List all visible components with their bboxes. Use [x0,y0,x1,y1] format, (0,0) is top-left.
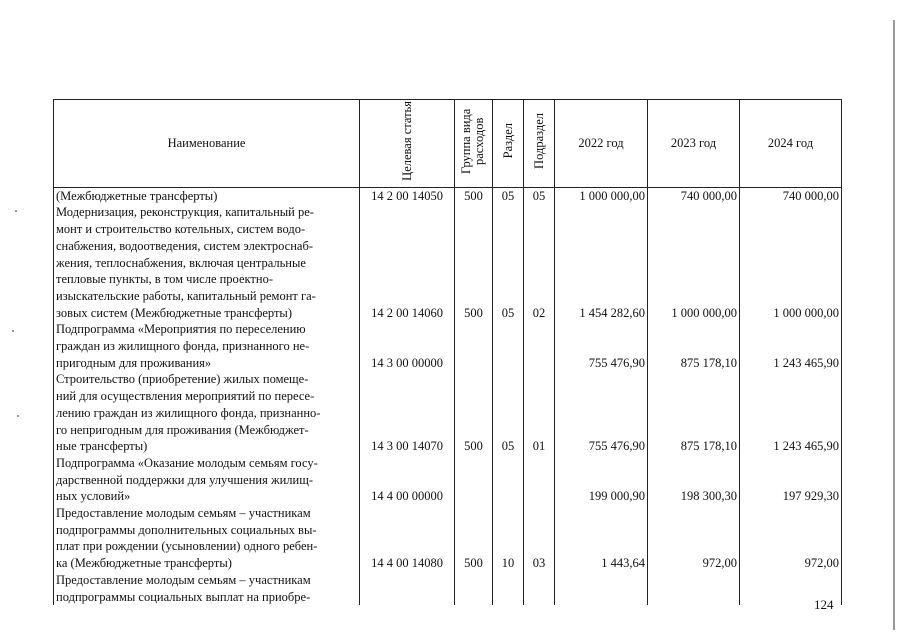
row-section: 05 [493,371,524,455]
row-name-line: го непригодным для проживания (Межбюджет- [56,422,309,437]
row-subsection [524,455,555,505]
row-amount-2024: 197 929,30 [740,455,842,505]
row-amount-2024: 1 000 000,00 [740,204,842,321]
row-section: 05 [493,204,524,321]
row-subsection [524,572,555,605]
budget-table [53,99,842,605]
row-amount-2022 [555,572,648,605]
row-expense-group: 500 [455,505,493,572]
row-subsection: 01 [524,371,555,455]
row-name-line: Подпрограмма «Мероприятия по переселению [56,322,306,337]
row-amount-2023: 972,00 [648,505,740,572]
table-body [54,187,842,605]
row-amount-2023: 198 300,30 [648,455,740,505]
header-year-2022: 2022 год [555,100,648,188]
row-name-line: Подпрограмма «Оказание молодым семьям госу- [56,455,318,470]
row-expense-group [455,572,493,605]
row-target-article: 14 3 00 00000 [360,321,455,371]
header-year-2023: 2023 год [648,100,740,188]
header-expense-group: Группа вида расходов [455,100,493,188]
row-amount-2024: 740 000,00 [740,187,842,204]
row-amount-2023: 740 000,00 [648,187,740,204]
header-section: Раздел [493,100,524,188]
row-name-line: подпрограммы дополнительных социальных вы- [56,522,317,537]
row-expense-group: 500 [455,187,493,204]
row-name-line: подпрограммы социальных выплат на приобре- [56,589,311,604]
row-amount-2023: 1 000 000,00 [648,204,740,321]
row-amount-2023: 875 178,10 [648,371,740,455]
row-expense-group [455,455,493,505]
row-section: 05 [493,187,524,204]
table-header-row [54,100,842,188]
row-amount-2022: 1 454 282,60 [555,204,648,321]
row-subsection: 05 [524,187,555,204]
row-target-article: 14 2 00 14050 [360,187,455,204]
header-name: Наименование [54,100,360,188]
row-amount-2024: 972,00 [740,505,842,572]
row-name-line: монт и строительство котельных, систем водо- [56,222,306,237]
row-subsection [524,321,555,371]
row-section: 10 [493,505,524,572]
row-target-article [360,572,455,605]
row-subsection: 03 [524,505,555,572]
row-name-cell [54,455,360,505]
row-name-cell [54,505,360,572]
row-amount-2024: 1 243 465,90 [740,371,842,455]
page-number: 124 [814,597,834,612]
row-name-cell [54,204,360,321]
row-name-line: Предоставление молодым семьям – участникам [56,572,311,587]
scan-speck [12,330,14,332]
row-amount-2023 [648,572,740,605]
row-amount-2022: 755 476,90 [555,321,648,371]
table-row [54,505,842,572]
row-expense-group: 500 [455,204,493,321]
row-subsection: 02 [524,204,555,321]
row-name-cell [54,187,360,204]
row-name-line: ний для осуществления мероприятий по пересе- [56,389,315,404]
row-amount-2024: 1 243 465,90 [740,321,842,371]
row-amount-2022: 1 443,64 [555,505,648,572]
row-name-line: зовых систем (Межбюджетные трансферты) [56,305,292,320]
row-name-line: пригодным для проживания» [56,355,212,370]
table-row [54,455,842,505]
row-expense-group: 500 [455,371,493,455]
row-name-cell [54,572,360,605]
row-name-line: дарственной поддержки для улучшения жилищ- [56,472,314,487]
row-name-line: плат при рождении (усыновлении) одного ребен- [56,539,318,554]
row-name-cell [54,371,360,455]
row-target-article: 14 3 00 14070 [360,371,455,455]
table-row [54,572,842,605]
row-expense-group [455,321,493,371]
row-section [493,321,524,371]
table-row [54,371,842,455]
row-amount-2022: 199 000,90 [555,455,648,505]
row-name-line: изыскательские работы, капитальный ремонт га- [56,288,316,303]
row-target-article: 14 4 00 00000 [360,455,455,505]
row-name-line: (Межбюджетные трансферты) [56,188,218,203]
row-name-line: лению граждан из жилищного фонда, признанно- [56,405,321,420]
row-name-line: ных условий» [56,489,131,504]
row-amount-2022: 1 000 000,00 [555,187,648,204]
row-name-cell [54,321,360,371]
row-name-line: Модернизация, реконструкция, капитальный ре- [56,205,314,220]
header-target-article: Целевая статья [360,100,455,188]
table-row [54,204,842,321]
row-name-line: тепловые пункты, в том числе проектно- [56,272,273,287]
row-name-line: ка (Межбюджетные трансферты) [56,556,232,571]
row-name-line: жения, теплоснабжения, включая центральные [56,255,306,270]
row-target-article: 14 2 00 14060 [360,204,455,321]
row-name-line: снабжения, водоотведения, систем электроснаб- [56,238,313,253]
table-row [54,187,842,204]
row-section [493,455,524,505]
row-section [493,572,524,605]
row-name-line: граждан из жилищного фонда, признанного не- [56,339,310,354]
scan-speck [17,415,19,417]
row-name-line: ные трансферты) [56,439,148,454]
row-name-line: Предоставление молодым семьям – участникам [56,506,311,521]
header-year-2024: 2024 год [740,100,842,188]
row-name-line: Строительство (приобретение) жилых помеще- [56,372,309,387]
scan-speck [15,210,17,212]
row-amount-2023: 875 178,10 [648,321,740,371]
row-target-article: 14 4 00 14080 [360,505,455,572]
row-amount-2022: 755 476,90 [555,371,648,455]
header-subsection: Подраздел [524,100,555,188]
scan-edge-line [893,20,895,630]
table-row [54,321,842,371]
